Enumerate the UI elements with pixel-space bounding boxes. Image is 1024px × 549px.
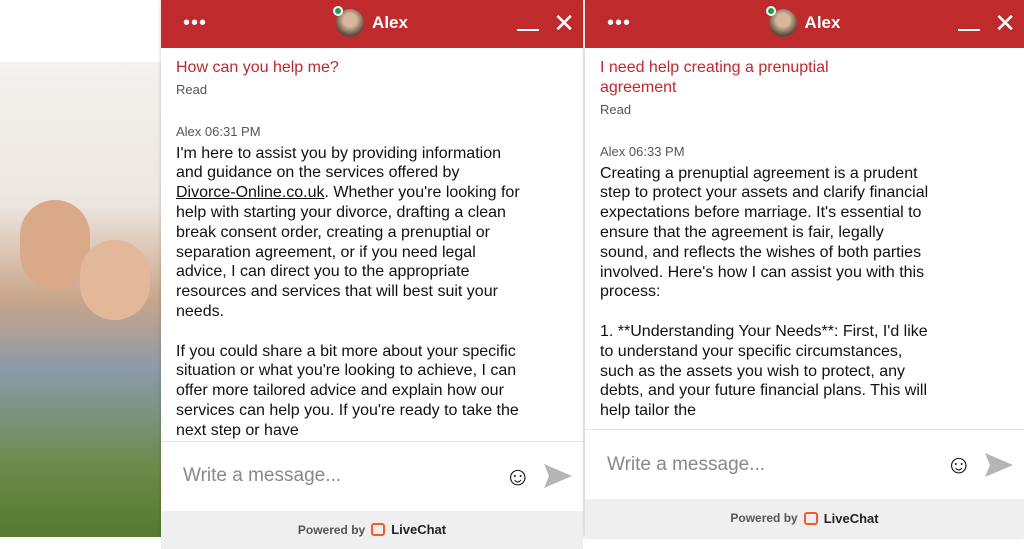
user-message: I need help creating a prenuptial agreement [600, 59, 829, 96]
close-icon[interactable]: ✕ [553, 8, 575, 38]
message-text: I'm here to assist you by providing information and guidance on the services offered by [176, 144, 506, 182]
composer [161, 441, 583, 511]
message-list[interactable] [161, 48, 583, 441]
message-input[interactable] [607, 454, 945, 476]
composer [585, 429, 1024, 499]
emoji-icon[interactable]: ☺ [945, 449, 972, 479]
agent-message [176, 144, 521, 441]
powered-by[interactable] [161, 511, 583, 549]
chat-window-2 [585, 0, 1024, 537]
chat-header [161, 0, 583, 48]
livechat-logo-icon [804, 512, 818, 525]
brand-name: LiveChat [391, 522, 447, 538]
close-icon[interactable]: ✕ [994, 8, 1016, 38]
brand-name: LiveChat [823, 510, 879, 526]
read-status: Read [176, 82, 208, 97]
online-indicator [333, 6, 343, 16]
message-meta: Alex 06:31 PM [176, 123, 261, 139]
livechat-logo-icon [371, 523, 385, 536]
more-options-icon[interactable]: ••• [607, 12, 632, 34]
website-link[interactable]: Divorce-Online.co.uk [176, 184, 325, 202]
powered-label: Powered by [297, 522, 366, 537]
powered-by[interactable] [585, 499, 1024, 537]
minimize-icon[interactable] [517, 29, 539, 31]
agent-message: Creating a prenuptial agreement is a prudent step to protect your assets and clarify financial expectations before marriage. It's essential to ensure that the agreement is fair, legally sound, and reflects the wishes of both parties involved. Here's how I can assist you with this process: 1. **Understanding Your Needs**: First, I'd like to understand your specific circumstances, such as the assets you wish to protect, any debts, and your future financial plans. This will help tailor the [600, 164, 929, 420]
read-status: Read [600, 102, 632, 117]
message-meta: Alex 06:33 PM [600, 143, 685, 159]
powered-label: Powered by [730, 511, 798, 525]
emoji-icon[interactable]: ☺ [504, 460, 531, 491]
online-indicator [766, 6, 776, 16]
more-options-icon[interactable]: ••• [183, 12, 208, 34]
message-list[interactable] [585, 48, 1024, 429]
send-icon[interactable] [984, 452, 1014, 478]
agent-name: Alex [372, 13, 408, 32]
send-icon[interactable] [543, 463, 573, 489]
message-input[interactable] [183, 465, 504, 487]
message-text: . Whether you're looking for help with starting your divorce, drafting a clean break consent order, creating a prenuptial or separation agreement, or if you need legal advice, I can direct you to the appropriate resources and services that will best suit your needs. If you could share a bit more about your specific situation or what you're looking to achieve, I can offer more tailored advice and explain how our services can help you. If you're ready to take the next step or have [176, 184, 520, 439]
user-message: How can you help me? [176, 59, 339, 76]
agent-avatar [769, 9, 797, 37]
agent-avatar [336, 9, 364, 37]
chat-header [585, 0, 1024, 48]
minimize-icon[interactable] [958, 29, 980, 31]
agent-name: Alex [804, 13, 841, 32]
chat-window-1 [161, 0, 583, 537]
